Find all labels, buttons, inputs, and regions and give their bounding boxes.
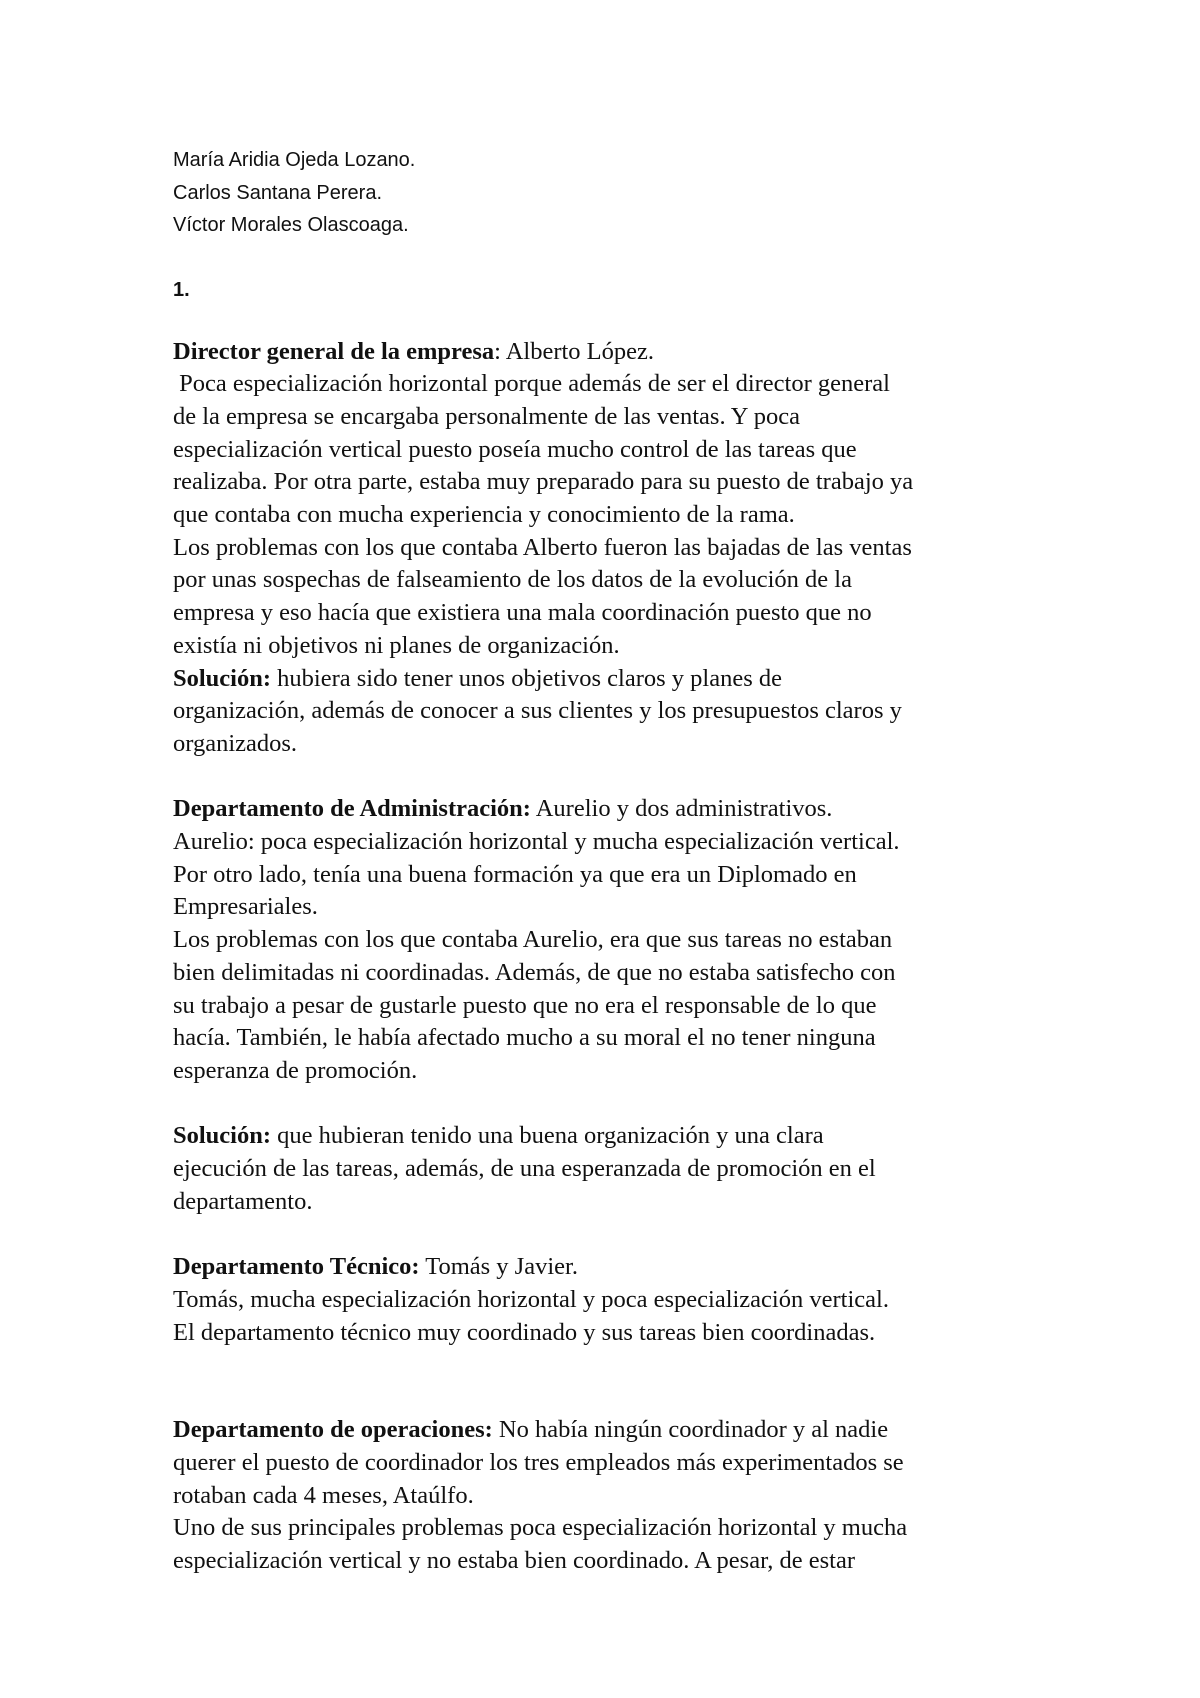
blank-line xyxy=(173,1349,1053,1414)
question-number: 1. xyxy=(173,278,190,301)
section-heading: Departamento Técnico: xyxy=(173,1253,420,1281)
paragraph-line: organización, además de conocer a sus clientes y los presupuestos claros y xyxy=(173,697,902,725)
paragraph-line: especialización vertical puesto poseía mucho control de las tareas que xyxy=(173,435,857,463)
section-heading-line xyxy=(173,1414,1053,1447)
section-heading-line xyxy=(173,336,1053,369)
paragraph-line: bien delimitadas ni coordinadas. Además, de que no estaba satisfecho con xyxy=(173,958,896,986)
section-heading: Departamento de Administración: xyxy=(173,795,531,823)
section-heading-tail: Aurelio y dos administrativos. xyxy=(530,795,833,823)
paragraph-line: especialización vertical y no estaba bien coordinado. A pesar, de estar xyxy=(173,1547,856,1575)
blank-line xyxy=(173,761,1053,794)
section-heading-tail: No había ningún coordinador y al nadie xyxy=(492,1416,889,1444)
paragraph-line: Aurelio: poca especialización horizontal y mucha especialización vertical. xyxy=(173,828,900,856)
section-heading: Director general de la empresa xyxy=(173,337,495,365)
author-name: María Aridia Ojeda Lozano. xyxy=(173,149,416,171)
solution-text: que hubieran tenido una buena organización y una clara xyxy=(271,1122,824,1150)
paragraph-line: que contaba con mucha experiencia y conocimiento de la rama. xyxy=(173,501,795,529)
paragraph-line: El departamento técnico muy coordinado y sus tareas bien coordinadas. xyxy=(173,1318,876,1346)
solution-text: hubiera sido tener unos objetivos claros y planes de xyxy=(271,664,783,692)
section-tecnico xyxy=(173,1251,1053,1349)
paragraph-line: organizados. xyxy=(173,729,298,757)
section-heading: Departamento de operaciones: xyxy=(173,1416,493,1444)
blank-line xyxy=(173,1088,1053,1121)
paragraph-line: Los problemas con los que contaba Aurelio, era que sus tareas no estaban xyxy=(173,926,893,954)
paragraph-line: Uno de sus principales problemas poca especialización horizontal y mucha xyxy=(173,1514,908,1542)
document-content xyxy=(173,144,1053,1578)
paragraph-line: empresa y eso hacía que existiera una mala coordinación puesto que no xyxy=(173,599,872,627)
blank-line xyxy=(173,1218,1053,1251)
author-list xyxy=(173,144,1053,242)
section-administracion xyxy=(173,793,1053,1218)
section-heading-tail: : Alberto López. xyxy=(494,337,655,365)
paragraph-line: esperanza de promoción. xyxy=(173,1056,418,1084)
solution-line xyxy=(173,1120,1053,1153)
paragraph-line: Los problemas con los que contaba Alberto fueron las bajadas de las ventas xyxy=(173,533,912,561)
solution-label: Solución: xyxy=(173,664,272,692)
solution-label: Solución: xyxy=(173,1122,272,1150)
paragraph-line: hacía. También, le había afectado mucho a su moral el no tener ninguna xyxy=(173,1024,876,1052)
paragraph-line: existía ni objetivos ni planes de organización. xyxy=(173,631,620,659)
paragraph-line: de la empresa se encargaba personalmente de las ventas. Y poca xyxy=(173,402,800,430)
paragraph-line: ejecución de las tareas, además, de una esperanzada de promoción en el xyxy=(173,1155,876,1183)
section-heading-line xyxy=(173,793,1053,826)
section-director xyxy=(173,336,1053,761)
solution-line xyxy=(173,663,1053,696)
paragraph-line: Tomás, mucha especialización horizontal y poca especialización vertical. xyxy=(173,1285,889,1313)
section-heading-tail: Tomás y Javier. xyxy=(419,1253,578,1281)
paragraph-line: Poca especialización horizontal porque además de ser el director general xyxy=(173,370,890,398)
paragraph-line: departamento. xyxy=(173,1187,313,1215)
paragraph-line: Empresariales. xyxy=(173,893,318,921)
paragraph-line: Por otro lado, tenía una buena formación ya que era un Diplomado en xyxy=(173,860,857,888)
paragraph-line: querer el puesto de coordinador los tres empleados más experimentados se xyxy=(173,1448,904,1476)
section-operaciones xyxy=(173,1414,1053,1578)
section-heading-line xyxy=(173,1251,1053,1284)
paragraph-line: realizaba. Por otra parte, estaba muy preparado para su puesto de trabajo ya xyxy=(173,468,914,496)
paragraph-line: su trabajo a pesar de gustarle puesto que no era el responsable de lo que xyxy=(173,991,877,1019)
paragraph-line: por unas sospechas de falseamiento de los datos de la evolución de la xyxy=(173,566,852,594)
author-name: Carlos Santana Perera. xyxy=(173,181,383,204)
paragraph-line: rotaban cada 4 meses, Ataúlfo. xyxy=(173,1481,474,1509)
author-name: Víctor Morales Olascoaga. xyxy=(173,214,409,236)
